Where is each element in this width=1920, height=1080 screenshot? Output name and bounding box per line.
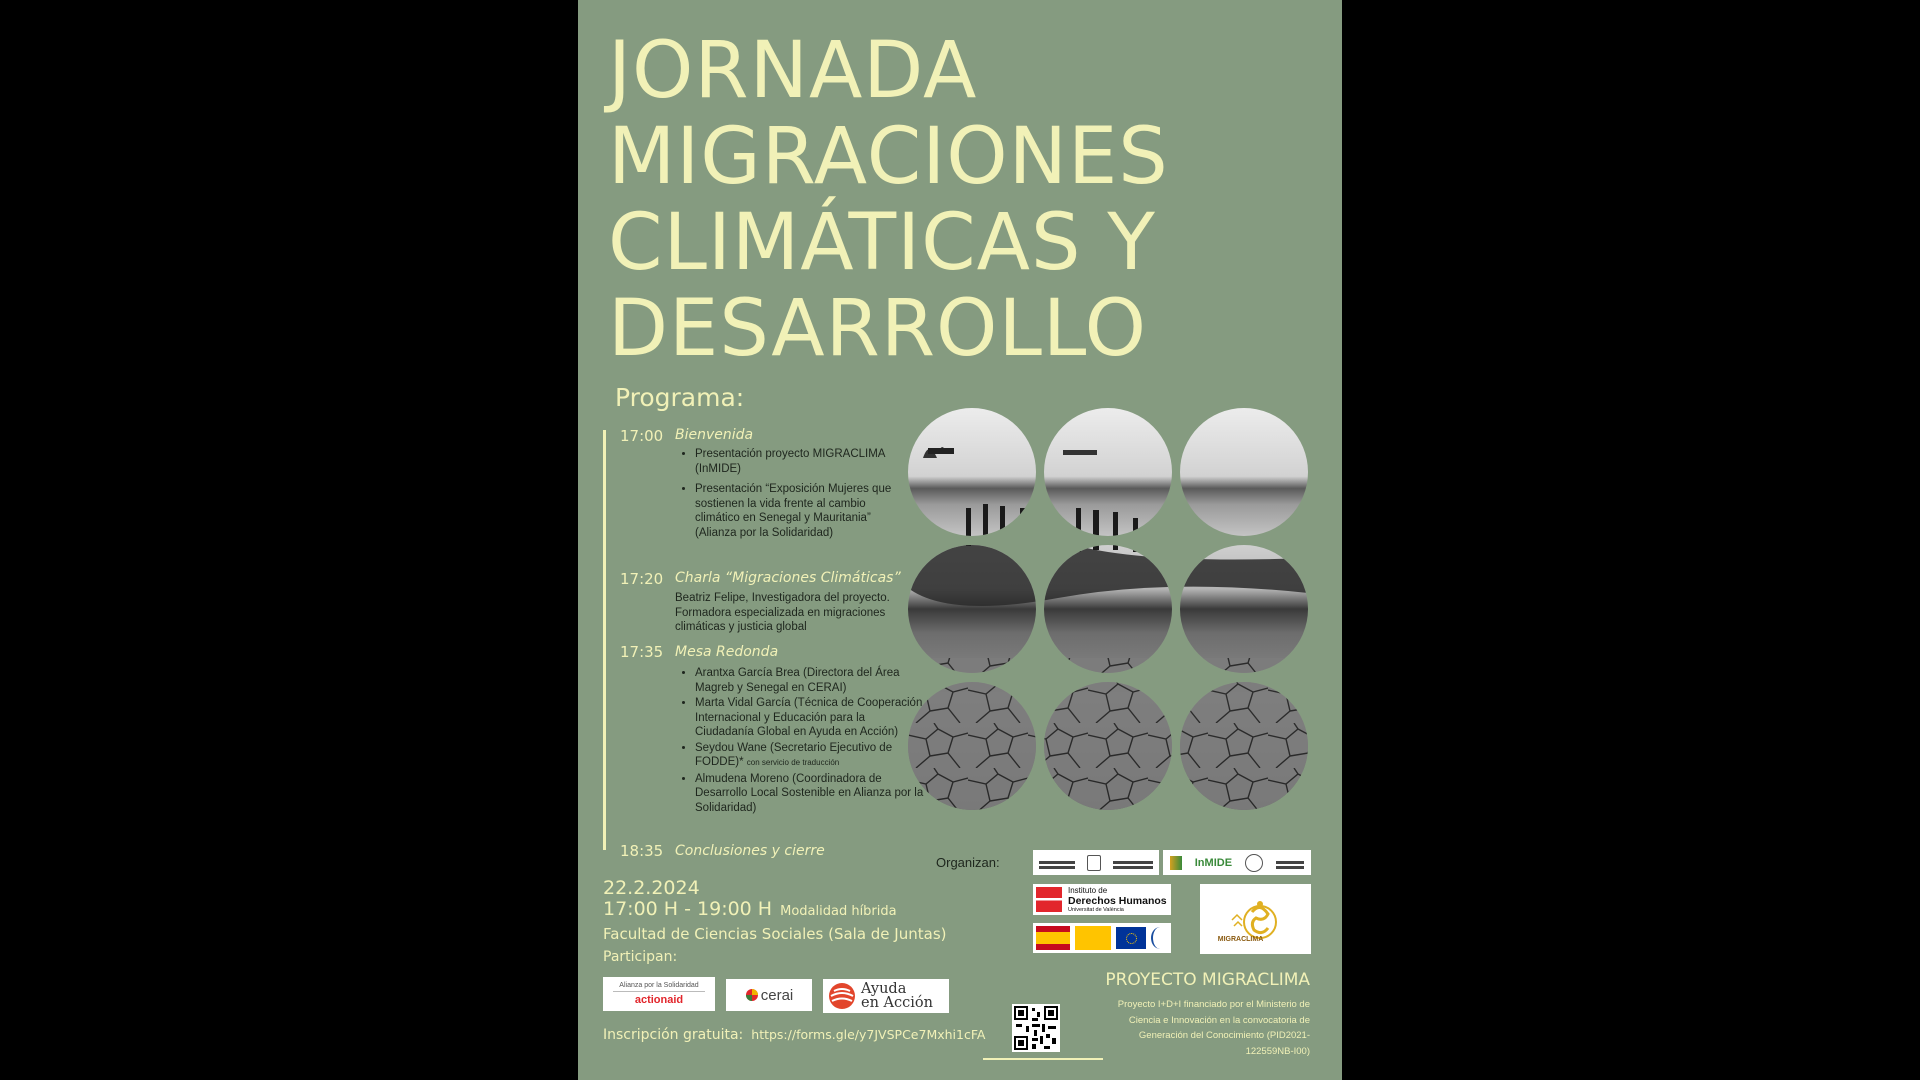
aei-mark-icon <box>1151 927 1169 949</box>
program-description: Beatriz Felipe, Investigadora del proyecto. Formadora especializada en migraciones climáticas y justicia global <box>675 592 890 633</box>
program-bullet: • Marta Vidal García (Técnica de Cooperación Internacional y Educación para la Ciudadanía Global en Ayuda en Acción) <box>695 696 925 740</box>
title-line: MIGRACIONES <box>608 112 1169 202</box>
event-poster <box>578 0 1342 1080</box>
ayuda-logo-line: Ayuda <box>861 981 907 997</box>
program-bullet: • Almudena Moreno (Coordinadora de Desarrollo Local Sostenible en Alianza por la Solidaridad) <box>695 772 925 816</box>
ayuda-logo-line: en Acción <box>861 995 933 1011</box>
program-time: 17:20 <box>620 570 664 588</box>
program-title: Mesa Redonda <box>675 644 779 660</box>
participan-label: Participan: <box>603 949 678 965</box>
alianza-actionaid-logo <box>603 977 715 1011</box>
uv-facultad-logo <box>1033 850 1159 875</box>
eu-flag-icon <box>1116 927 1146 949</box>
idh-logo <box>1033 884 1171 915</box>
organizan-label: Organizan: <box>936 855 1000 870</box>
project-title: PROYECTO MIGRACLIMA <box>1105 970 1310 990</box>
qr-underline <box>983 1058 1103 1060</box>
cerai-mark-icon <box>745 988 759 1002</box>
program-time: 17:35 <box>620 643 664 661</box>
cerai-logo-text: cerai <box>760 986 794 1004</box>
program-bullet <box>695 741 925 771</box>
cerai-logo <box>726 979 812 1011</box>
translation-note: con servicio de traducción <box>746 758 840 767</box>
idh-logo-sub: Universitat de València <box>1068 906 1124 913</box>
idh-mark-icon <box>1036 887 1062 912</box>
ministerio-eu-logos <box>1033 923 1171 953</box>
registration <box>603 1027 985 1043</box>
seal-icon <box>1087 855 1101 871</box>
actionaid-logo-text: actionaid <box>634 994 684 1006</box>
title-line: CLIMÁTICAS Y <box>608 198 1156 288</box>
ayuda-sun-icon <box>827 981 857 1011</box>
logo-divider <box>613 991 705 992</box>
timeline-line <box>603 430 606 850</box>
migraclima-logo-text: MIGRACLIMA <box>1217 935 1264 943</box>
logo-text-lines <box>1113 861 1153 864</box>
ayuda-en-accion-logo <box>823 979 949 1013</box>
program-title: Charla “Migraciones Climáticas” <box>675 570 901 586</box>
program-title: Conclusiones y cierre <box>675 843 825 859</box>
programa-heading: Programa: <box>615 383 745 412</box>
event-hours-row <box>603 898 897 920</box>
alianza-logo-text: Alianza por la Solidaridad <box>619 982 699 989</box>
qr-code[interactable] <box>1012 1004 1060 1052</box>
event-venue: Facultad de Ciencias Sociales (Sala de Juntas) <box>603 925 947 943</box>
inmide-logo-text: InMIDE <box>1194 856 1233 869</box>
ayuda-logo-text <box>861 982 933 1010</box>
logo-text-lines <box>1039 861 1075 864</box>
event-date: 22.2.2024 <box>603 877 700 899</box>
program-bullets <box>678 447 905 546</box>
title-line: JORNADA <box>608 26 978 116</box>
ministerio-mark-icon <box>1075 926 1111 950</box>
poster-title <box>608 28 1169 372</box>
registration-label: Inscripción gratuita: <box>603 1027 744 1043</box>
title-line: DESARROLLO <box>608 284 1147 374</box>
program-bullet-text: Seydou Wane (Secretario Ejecutivo de FODDE)* <box>695 741 893 768</box>
inmide-mark-icon <box>1170 856 1182 870</box>
uv-seal-icon <box>1245 854 1263 872</box>
project-description: Proyecto I+D+I financiado por el Ministerio de Ciencia e Innovación en la convocatoria de Generación del Conocimiento (PID2021-122559NB-I00) <box>1117 999 1310 1057</box>
program-time: 17:00 <box>620 427 664 445</box>
idh-logo-main: Derechos Humanos <box>1068 894 1167 907</box>
spain-flag-icon <box>1036 926 1070 950</box>
program-bullet: • Presentación “Exposición Mujeres que sostienen la vida frente al cambio climático en Senegal y Mauritania” (Alianza por la Solidaridad) <box>695 482 905 540</box>
program-bullet: • Arantxa García Brea (Directora del Área Magreb y Senegal en CERAI) <box>695 666 925 695</box>
migraclima-logo <box>1200 884 1311 954</box>
program-bullets <box>678 666 925 816</box>
logo-text-lines <box>1276 861 1304 864</box>
registration-link[interactable]: https://forms.gle/y7JVSPCe7Mxhi1cFA <box>751 1027 986 1042</box>
program-bullet: • Presentación proyecto MIGRACLIMA (InMIDE) <box>695 447 905 476</box>
event-hours: 17:00 H - 19:00 H <box>603 898 773 920</box>
eu-stars <box>1126 933 1137 944</box>
event-modality: Modalidad híbrida <box>780 904 897 919</box>
program-title: Bienvenida <box>675 427 754 443</box>
inmide-logo <box>1163 850 1311 875</box>
photo-collage <box>908 408 1308 810</box>
program-time: 18:35 <box>620 842 664 860</box>
idh-logo-top: Instituto de <box>1068 885 1108 895</box>
idh-logo-text <box>1068 886 1167 914</box>
